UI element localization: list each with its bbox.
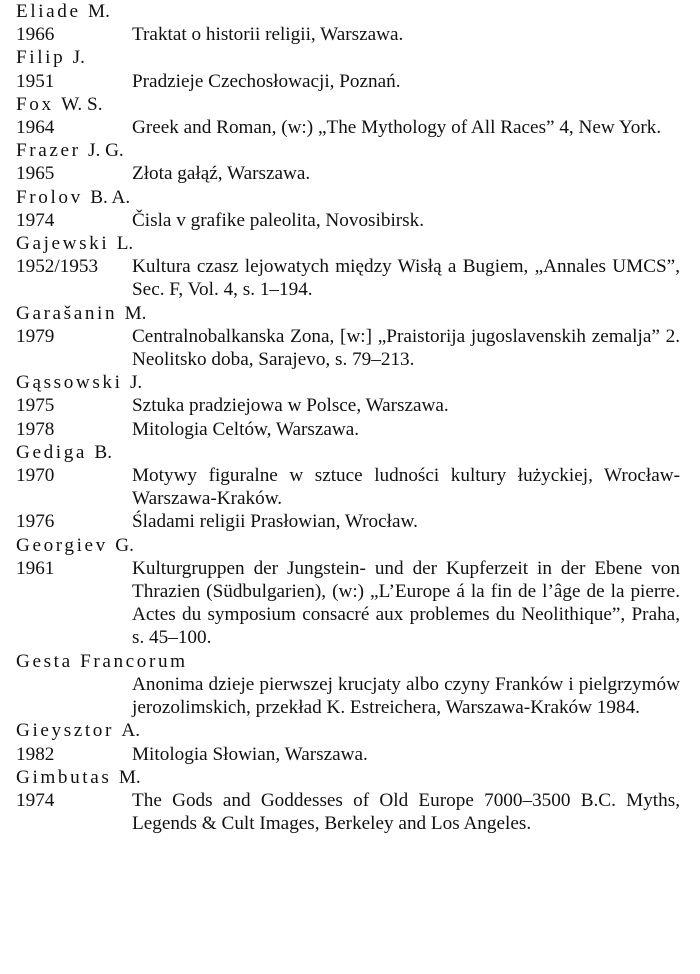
entry-text: Anonima dzieje pierwszej krucjaty albo czyny Franków i pielgrzymów jerozolimskich, przekład K. Estreichera, Warszawa-Kraków 1984. <box>132 673 680 719</box>
bibliography-entry <box>16 162 680 185</box>
entry-year: 1966 <box>16 24 55 46</box>
author-initials: B. <box>94 441 113 463</box>
entry-text: The Gods and Goddesses of Old Europe 7000–3500 B.C. Myths, Legends & Cult Images, Berkeley and Los Angeles. <box>132 789 680 835</box>
bibliography-entry <box>16 209 680 232</box>
bibliography-entry <box>16 116 680 139</box>
bibliography-entry <box>16 557 680 650</box>
bibliography-entry <box>16 673 680 719</box>
author-surname: Fox <box>16 93 54 115</box>
author-heading <box>16 441 680 464</box>
bibliography-entry <box>16 394 680 417</box>
author-initials: G. <box>115 534 134 556</box>
author-surname: Gajewski <box>16 233 110 255</box>
entry-text: Złota gałąź, Warszawa. <box>132 163 311 185</box>
entry-year: 1964 <box>16 117 55 139</box>
entry-text: Motywy figuralne w sztuce ludności kultury łużyckiej, Wrocław-Warszawa-Kraków. <box>132 465 680 510</box>
author-initials: A. <box>121 720 141 742</box>
author-heading <box>16 46 680 69</box>
author-initials: B. A. <box>90 186 131 208</box>
author-initials: J. G. <box>88 140 124 162</box>
author-surname: Eliade <box>16 1 81 22</box>
author-surname: Georgiev <box>16 534 108 556</box>
author-initials: M. <box>88 1 110 22</box>
author-surname: Gediga <box>16 441 88 463</box>
bibliography-entry <box>16 510 680 533</box>
author-initials: L. <box>116 233 134 255</box>
entry-year: 1978 <box>16 418 55 440</box>
author-heading <box>16 302 680 325</box>
entry-year: 1961 <box>16 557 55 579</box>
author-initials: W. S. <box>61 93 103 115</box>
entry-text: Śladami religii Prasłowian, Wrocław. <box>132 511 418 533</box>
entry-text: Mitologia Słowian, Warszawa. <box>132 743 368 765</box>
bibliography-entry <box>16 464 680 510</box>
author-heading <box>16 371 680 394</box>
author-surname: Gesta Francorum <box>16 650 188 672</box>
entry-text: Kultura czasz lejowatych między Wisłą a Bugiem, „Annales UMCS”, Sec. F, Vol. 4, s. 1–194. <box>132 256 680 301</box>
bibliography-entry <box>16 325 680 371</box>
author-surname: Gieysztor <box>16 720 114 742</box>
entry-text: Kulturgruppen der Jungstein- und der Kupferzeit in der Ebene von Thrazien (Südbulgarien), (w:) „L’Europe á la fin de l’âge de la pierre. Actes du symposium consacré aux problemes du Neolithique”, Praha, s. 45–100. <box>132 557 680 649</box>
author-surname: Frazer <box>16 140 81 162</box>
author-initials: J. <box>72 47 85 69</box>
entry-year: 1952/1953 <box>16 256 99 278</box>
author-heading <box>16 232 680 255</box>
entry-year: 1970 <box>16 465 55 487</box>
author-heading <box>16 93 680 116</box>
entry-text: Čisla v grafike paleolita, Novosibirsk. <box>132 209 425 231</box>
bibliography-entry <box>16 23 680 46</box>
entry-year: 1975 <box>16 395 55 417</box>
entry-text: Greek and Roman, (w:) „The Mythology of All Races” 4, New York. <box>132 117 662 139</box>
author-heading <box>16 534 680 557</box>
author-initials: M. <box>124 302 147 324</box>
entry-year: 1976 <box>16 511 55 533</box>
entry-year: 1974 <box>16 789 55 811</box>
entry-text: Mitologia Celtów, Warszawa. <box>132 418 360 440</box>
entry-text: Sztuka pradziejowa w Polsce, Warszawa. <box>132 395 449 417</box>
entry-year: 1974 <box>16 209 55 231</box>
author-heading <box>16 0 680 23</box>
author-heading <box>16 139 680 162</box>
author-heading <box>16 719 680 742</box>
bibliography-entry <box>16 418 680 441</box>
bibliography-list <box>16 0 680 835</box>
bibliography-entry <box>16 70 680 93</box>
entry-text: Pradzieje Czechosłowacji, Poznań. <box>132 70 401 92</box>
entry-year: 1965 <box>16 163 55 185</box>
author-heading <box>16 766 680 789</box>
author-surname: Garašanin <box>16 302 118 324</box>
entry-year: 1982 <box>16 743 55 765</box>
author-surname: Gimbutas <box>16 766 112 788</box>
entry-text: Traktat o historii religii, Warszawa. <box>132 24 404 46</box>
author-initials: J. <box>129 372 143 394</box>
author-heading <box>16 186 680 209</box>
author-surname: Gąssowski <box>16 372 123 394</box>
entry-year: 1979 <box>16 325 55 347</box>
author-surname: Frolov <box>16 186 83 208</box>
bibliography-entry <box>16 255 680 301</box>
entry-year: 1951 <box>16 70 55 92</box>
bibliography-entry <box>16 789 680 835</box>
bibliography-entry <box>16 743 680 766</box>
author-surname: Filip <box>16 47 66 69</box>
entry-text: Centralnobalkanska Zona, [w:] „Praistorija jugoslavenskih zemalja” 2. Neolitsko doba, Sarajevo, s. 79–213. <box>132 325 680 371</box>
author-initials: M. <box>118 766 141 788</box>
author-heading <box>16 650 680 673</box>
